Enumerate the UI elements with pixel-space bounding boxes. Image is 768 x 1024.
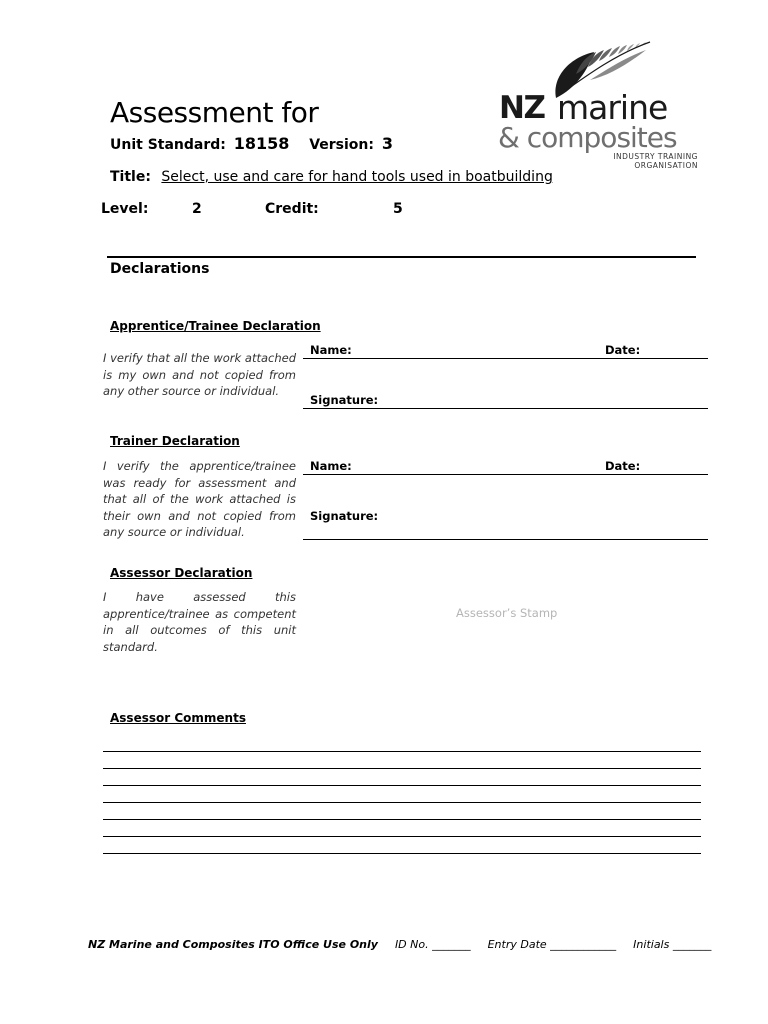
title-value: Select, use and care for hand tools used in boatbuilding	[161, 169, 553, 185]
id-no-field: ID No. _______	[394, 938, 471, 951]
apprentice-signature-label: Signature:	[310, 393, 379, 407]
comment-line-6[interactable]	[103, 836, 701, 837]
credit-value: 5	[393, 201, 403, 217]
title-label: Title:	[110, 169, 151, 185]
trainer-signature-label: Signature:	[310, 509, 379, 523]
apprentice-declaration-heading: Apprentice/Trainee Declaration	[110, 319, 321, 333]
trainer-date-label: Date:	[605, 459, 641, 473]
comment-line-4[interactable]	[103, 802, 701, 803]
declarations-heading: Declarations	[110, 261, 210, 277]
comment-line-2[interactable]	[103, 768, 701, 769]
trainer-name-label: Name:	[310, 459, 352, 473]
logo-ito-line1: INDUSTRY TRAINING	[613, 152, 698, 161]
apprentice-date-label: Date:	[605, 343, 641, 357]
unit-standard-row	[110, 134, 393, 153]
unit-standard-value: 18158	[233, 134, 290, 153]
comment-line-5[interactable]	[103, 819, 701, 820]
credit-label: Credit:	[265, 201, 319, 217]
comment-line-7[interactable]	[103, 853, 701, 854]
section-divider	[107, 256, 696, 258]
logo-ito-line2: ORGANISATION	[634, 161, 698, 170]
comment-line-1[interactable]	[103, 751, 701, 752]
assessor-declaration-heading: Assessor Declaration	[110, 566, 253, 580]
trainer-name-date-field[interactable]	[303, 474, 708, 475]
assessor-declaration-text: I have assessed this apprentice/trainee as competent in all outcomes of this unit standard.	[103, 590, 296, 654]
office-use-label: NZ Marine and Composites ITO Office Use Only	[88, 938, 378, 951]
apprentice-name-date-field[interactable]	[303, 358, 708, 359]
title-row	[110, 169, 553, 185]
apprentice-name-label: Name:	[310, 343, 352, 357]
assessor-stamp-placeholder: Assessor’s Stamp	[456, 606, 558, 620]
logo-composites-text: & composites	[498, 121, 677, 154]
entry-date-field: Entry Date ____________	[487, 938, 617, 951]
logo-marine-text: marine	[557, 88, 668, 127]
logo-ito-text	[613, 152, 698, 170]
trainer-declaration-heading: Trainer Declaration	[110, 434, 240, 448]
apprentice-declaration-text: I verify that all the work attached is my own and not copied from any other source or individual.	[103, 351, 296, 398]
logo-nz-text: NZ	[499, 90, 545, 126]
initials-field: Initials _______	[633, 938, 712, 951]
page-title: Assessment for	[110, 96, 319, 129]
level-label: Level:	[101, 201, 149, 217]
comment-line-3[interactable]	[103, 785, 701, 786]
assessor-comments-heading: Assessor Comments	[110, 711, 246, 725]
trainer-declaration-text: I verify the apprentice/trainee was ready for assessment and that all of the work attached is their own and not copied from any source or individual.	[103, 459, 296, 539]
level-value: 2	[192, 201, 202, 217]
version-value: 3	[381, 134, 393, 153]
apprentice-signature-field[interactable]	[303, 408, 708, 409]
office-use-footer	[88, 938, 711, 951]
version-label: Version:	[309, 137, 374, 153]
unit-standard-label: Unit Standard:	[110, 137, 226, 153]
trainer-signature-field[interactable]	[303, 539, 708, 540]
